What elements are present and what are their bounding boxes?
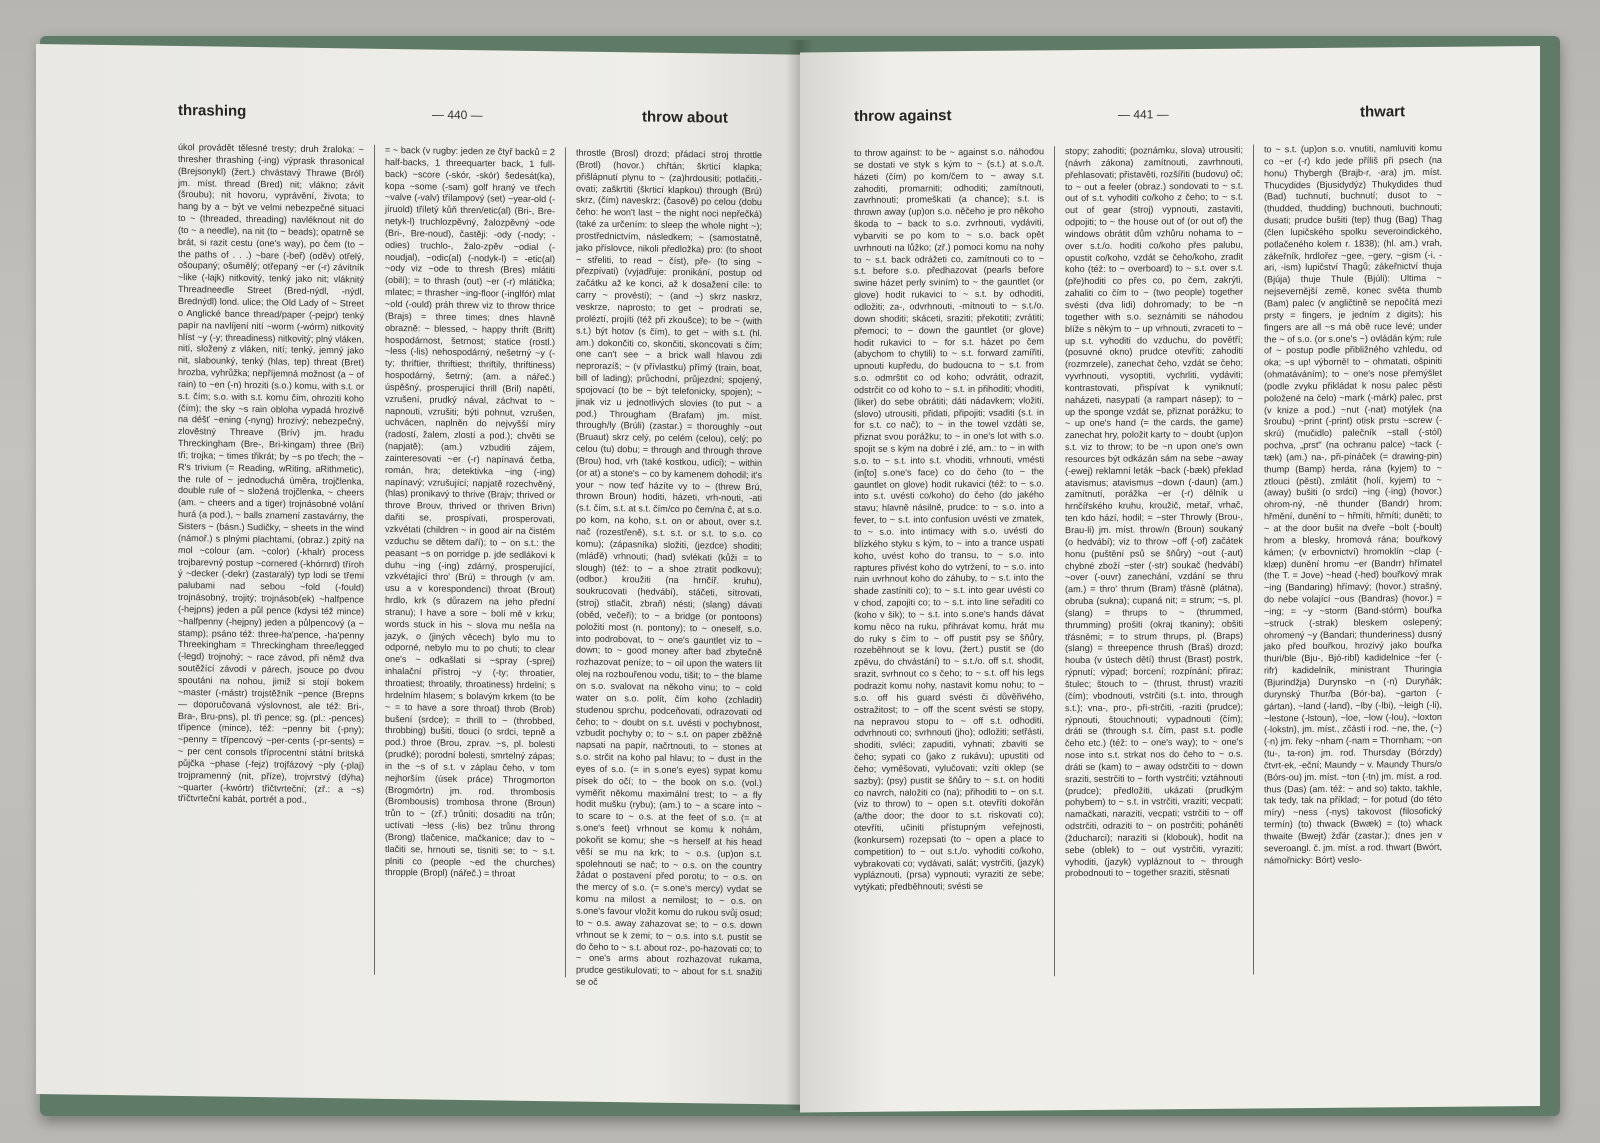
column-divider xyxy=(1054,146,1055,976)
right-headword-right: thwart xyxy=(1360,103,1405,121)
left-column-1 xyxy=(178,142,364,975)
right-columns xyxy=(854,143,1442,978)
right-column-1 xyxy=(854,146,1044,978)
column-divider xyxy=(374,145,375,975)
column-text: throstle (Brosl) drozd; přádací stroj throttle (Brotl) (hovor.) chřtán; škrticí klapka; přišlápnutí plynu to ~ (za)hrdousiti; potlačiti,-ovati; zaškrtiti (škrticí klapkou) through (Brú) skrz, (čím) naveskrz; (časově) po celou (dobu čeho: he won't last ~ the night noci nepřečká) (také za určením: to sleep the whole night ~); prostřednictvím, následkem; ~ (samostatně, jako příslovce, nikoli předložka) pro: (to shoot ~ střeliti, to read ~ číst), pře- (to sing ~ přezpívati) (vyjadřuje: pronikání, postup od začátku až ke konci, až k dosažení cíle: to carry ~ provésti); ~ (and ~) skrz naskrz, veskrze, naprosto; to get ~ prodrati se, proléztí, projíti (též při zkoušce); to be ~ (with s.t.) být hotov (s čím), to get ~ with s.t. (hl. am.) dokončiti co, skončiti, skoncovati s čím; one can't see ~ a brick wall hlavou zdi neprorazíš; ~ (v přívlastku) přímý (train, boat, bill of lading); průchodní, průjezdní; spojený, spojovací (to be ~ být telefonicky, spojen); ~ jinak viz u jednotlivých slovies (to put ~ a pod.) Througham (Brafam) jm. míst. through/ly (Brúli) (zastar.) = thoroughly ~out (Bruaut) skrz celý, po celém (celou), celý; po celou (tu) dobu; = through and through throve (Brou) hod, vrh (také kostkou, udici); ~ within (or at) a stone's ~ co by kamenem dohodil; it's your ~ now teď házíte vy to ~ (threw Brú, thrown Broun) hoditi, házeti, vrh-nouti, -ati (s.t. čím, s.t. at s.t. čím/co po čem/na č, at s.o. po kom, na koho, s.t. on or about, over s.t. nač (rozestřeně), s.t. s.t. or s.t. to s.o. co komu); (zápasníka) složiti, (jezdce) shoditi; (mláďě) vrhnouti; (had) svlékati (kůži = to slough) (též: to ~ a shoe ztratit podkovu); (odbor.) kroužiti (na hrnčíř. kruhu), soukrucovati (hedvábí), stáčeti, sítrovati, (stroj) stlačit, zbraň) nésti; (slang) dávati (oběd, večeři); to ~ a bridge (or pontoons) položiti most (n. pontony); to ~ oneself, s.o. into podrobovat, to ~ one's gauntlet viz to ~ down; to ~ good money after bad zbytečně rozhazovat peníze; to ~ oil upon the waters lít olej na rozbouřenou vodu, tišit; to ~ the blame on s.o. svalovat na někoho vinu; to ~ cold water on s.o. polít, čím koho (zchladit) studenou sprchu, podceňovati, odrazovati od čeho; to ~ doubt on s.t. uvésti v pochybnost, vzbudit pochyby o; to ~ s.t. on paper zběžně napsati na papír, načrtnouti, to ~ stones at s.o. strčit na koho pal hlavu; to ~ dust in the eyes of s.o. (= in s.one's eyes) sypat komu písek do očí; to ~ the book on s.o. (vol.) vyměřit někomu maximální trest; to ~ a fly hodit mušku (rybu); (am.) to ~ a scare into ~ to scare to ~ o.s. at the feet of s.o. (= at s.one's feet) vrhnout se komu k nohám, pokořit se komu; she ~s herself at his head věší se mu na krk; to ~ o.s. (up)on s.t. spolehnouti se nač; to ~ o.s. on the country žádat o postavení před porotu; to ~ o.s. on the mercy of s.o. (= s.one's mercy) vydat se komu na milost a nemilost; to ~ o.s. on s.one's favour vložit komu do rukou svůj osud; to ~ o.s. away zahazovat se; to ~ o.s. down vrhnout se k zemi; to ~ o.s. into s.t. pustit se do čeho to ~ s.t. about roz-, po-hazovati co; to ~ one's arms about rozhazovat rukama, prudce gestikulovati; to ~ about for s.t. snažiti se oč xyxy=(576,147,762,987)
column-text: = ~ back (v rugby: jeden ze čtyř backů = 2 half-backs, 1 threequarter back, 1 full-back) ~score (-skór, -skór) šedesát(ka), kopa ~some (-sam) golf hraný ve třech ~valve (-valv) třílampový (set) ~year-old (-jíruold) tříletý kůň thren/etic(al) (Bri-, Bre-netyk-l) truchlozpěvný, žalozpěvný ~ode (Bri-, Bre-noud), častěji: -ody (-nody; -odies) truchlo-, žalo-zpěv ~odial (-noudjal), ~odic(al) (-nodyk-l) = -etic(al) ~ody viz ~ode to thresh (Bres) mlátiti (obilí); = to thrash (out) ~er (-r) mlátička; mlatec; = thrasher ~ing-floor (-inglfór) mlat ~old (-ould) práh threw viz to throw thrice (Brajs) = three times; dnes hlavně obrazně: ~ blessed, ~ happy thrift (Brift) hospodárnost, šetrnost; statice (rostl.) ~less (-lis) nehospodárný, nešetrný ~y (-ty; thriftier, thriftiest; thriftily, thriftiness) hospodárný, šetrný; (am. a nářeč.) úspěšný, prosperující thrill (Bril) napětí, vzrušení, prudký nával, záchvat to ~ napnouti, vzrušiti; býti pohnut, vzrušen, uchvácen, naplněn do nejvyšší míry (radostí, žalem, zlostí a pod.); chvěti se (napjatě); (am.) vzbuditi zájem, zainteresovati ~er (-r) napínavá četba, román, hra; detektivka ~ing (-ing) napínavý; vzrušující; napjatě rozechvěný, (hlas) pronikavý to thrive (Brajv; thrived or throve Brouv, thrived or thriven Brivn) dařiti se, prospívati, prosperovati, vzkvétati (children ~ in good air na čistém vzduchu se dětem daří); to ~ on s.t.: the peasant ~s on porridge p. jde sedlákovi k duhu ~ing (-ing) zdárný, prosperující, vzkvétající thro' (Brú) = through (v am. usu a v korespondenci) throat (Brout) hrdlo, krk (s důrazem na jeho přední stranu); I have a sore ~ bolí mě v krku; words stuck in his ~ slova mu nešla na jazyk, o (jiných věcech) bylo mu to odporné, nebylo mu to po chuti; to clear one's ~ odkašlati si ~spray (-sprej) inhalační přístroj ~y (-ty; throatier, throatiest; throatily, throatiness) hrdelní; s hrdelním hlasem; s bolavým krkem (to be ~ = to have a sore throat) throb (Brob) bušení (srdce); = thrill to ~ (throbbed, throbbing) bušiti, tlouci (o srdci, tepně a pod.) throe (Brou, zprav. ~s, pl. bolesti (prudké); porodní bolesti, smrtelný zápas; in the ~s of s.t. v záplau čeho, v tom nejhorším (úsek práce) Throgmorton (Brogmórtn) jm. rod. thrombosis (Brombousis) trombosa throne (Broun) trůn to ~ (zř.) trůniti; dosaditi na trůn; uctívati ~less (-lis) bez trůnu throng (Brong) tlačenice, mačkanice; dav to ~ tlačiti se, hrnouti se, tisniti se; to ~ s.t. plniti co (people ~ed the churches) thropple (Bropl) (nářeč.) = throat xyxy=(385,144,555,880)
right-page-number: — 441 — xyxy=(1118,107,1169,122)
column-text: úkol provádět tělesné tresty; druh žraloka: ~ thresher thrashing (-ing) výprask thrasonical (Brejsonykl) (žert.) chvástavý Thrawe (Bról) jm. míst. thread (Bred) nit; vlákno; závit (šroubu); nit hovoru, vyprávění, života; to hang by a ~ být ve velmi nebezpečné situaci to ~ (threaded, threading) navléknout nit do (to ~ a needle), na nit (to ~ beads); opatrně se brát, si razit cestu (one's way), po čem (to ~ the paths of . . .) ~bare (-beř) (oděv) otřelý, ošoupaný; ošumělý; otřepaný ~er (-r) závitník ~like (-lajk) nitkovitý, tenký jako nit; vláknitý Threadneedle Street (Bred-nýdl, -nýdl, Brednýdl) lond. ulice; the Old Lady of ~ Street o Anglické bance thread/paper (-pejpr) tenký papír na navlíjení nití ~worm (-wórm) nitkovitý hlíst ~y (-y; threadiness) nitkovitý; plný vláken, nití, složený z vláken, nití; tenký, jemný jako nit, slabounký, tenký (hlas, tep) threat (Bret) hrozba, vyhrůžka; nepříjemná možnost (a ~ of rain) to ~en (-n) hroziti (s.o.) komu, with s.t. or s.t. čím; s.o. with s.t. komu čím, ohroziti koho (čím); the sky ~s rain obloha vypadá hrozivě na déšť ~ening (-nyng) hrozivý; nebezpečný, zlověstný Threave (Brív) jm. hradu Threckingham (Bre-, Bri-kingam) three (Bri) tři; trojka; ~ times třikrát; by ~s po třech; the ~ R's trivium (= Reading, wRiting, aRithmetic), the rule of ~ jednoduchá úměra, trojčlenka, double rule of ~ složená trojčlenka, ~ cheers (am. ~ cheers and a tiger) trojnásobné volání hurá (a pod.), ~ balls znamení zastavárny, the Sisters ~ (básn.) Sudičky, ~ sheets in the wind (námoř.) s plnými plachtami, (obraz.) zpitý na mol ~colour (am. ~color) (-khalr) process trojbarevný postup ~cornered (-khórnrd) tříroh ý ~decker (-dekr) (zastaralý) typ lodi se třemi palubami nad sebou ~fold (-fould) trojnásobný, trojitý; trojnásob(ek) ~halfpence (-hejpns) jeden a půl pence (kdysi též mince) ~halfpenny (-hejpny) jeden a půlpencový (a ~ stamp); psáno též: three-ha'pence, -ha'penny Threekingham = Threckingham three/legged (-legd) trojnohý; ~ race závod, při němž dva soutěžící závodí v párech, jsouce po dvou spoutáni na nohou, jimiž si stojí bokem ~master (-mástr) trojstěžník ~pence (Brepns — doporučovaná výslovnost, ale též: Bri-, Bra-, Bru-pns), pl. tři pence; sg. (pl.: -pences) třípence (mince), též: ~penny bit (-pny); ~penny = třípencový ~per-cents (-pr-sents) = ~ per cent consols tříprocentní státní britská půjčka ~phase (-fejz) trojfázový ~ply (-plaj) trojpramenný (nit, příze), trojvrstvý (dýha) ~quarter (-kwórtr) třičtvrteční; (zř.: a ~s) tříčtvrteční kabát, portrét a pod., xyxy=(178,141,364,806)
left-column-2 xyxy=(385,145,555,977)
right-column-2 xyxy=(1065,145,1243,977)
column-divider xyxy=(1253,144,1254,974)
right-headword-left: throw against xyxy=(854,107,952,125)
left-column-3 xyxy=(576,147,762,987)
left-page xyxy=(36,44,800,1105)
right-column-3 xyxy=(1264,143,1442,975)
right-page xyxy=(800,46,1540,1112)
column-text: to throw against: to be ~ against s.o. náhodou se dostati ve styk s kým to ~ (s.t.) at s.o./t. házeti (čím) po kom/čem to ~ away s.t. zahoditi, promarniti; odhoditi; zamítnouti, zavrhnouti; promeškati (a chance); s.t. is thrown away (up)on s.o. něčeho je pro někoho škoda to ~ back to s.o. zvrhnouti, vydáviti, vybarviti se po kom to ~ s.o. back opět uvrhnouti na lůžko; (zř.) pomoci komu na nohy to ~ s.t. back odrážeti co, zamítnouti co to ~ s.t. before s.o. předhazovat (pearls before swine házet perly sviním) to ~ the gauntlet (or glove) hodit rukavici to ~ s.t. by odhoditi, odložiti; za-, odvrhnouti, -mítnouti to ~ s.t./o. down shoditi; skáceti, sraziti; překotiti; zvrátiti; přemoci; to ~ down the gauntlet (or glove) hodit rukavici to ~ for s.t. házet po čem (abychom to chytili) to ~ s.t. forward zamířiti, upnouti kupředu, do budoucna to ~ s.t. from s.o. odmrštit co od koho; odvrátit, odrazit, odstrčit co od koho to ~ s.t. in přihoditi; vhoditi, (liker) do sebe obrátiti; dáti nádavkem; vložiti, (slovo) utrousiti, přidati, připojiti; vsaditi (s.t. in for s.t. co nač); to ~ in the towel vzdáti se, přiznat svou porážku; to ~ in one's lot with s.o. spojit se s kým na dobré i zlé, am.: to ~ in with s.o. to ~ s.t. into s.t. vhoditi, vrhnouti, vmésti (in[to] s.one's face) co do čeho (to ~ the gauntlet on glove) hodit rukavici (též: to ~ s.o. into s.t. uvésti co/koho) do čeho (do jakého stavu; hlavně násilně, prudce: to ~ s.o. into a fever, to ~ s.t. into confusion uvésti ve zmatek, to ~ s.o. into intimacy with s.o. uvésti do blízkého styku s kým, to ~ into a trance uspati koho, uvést koho do transu, to ~ s.o. into raptures přivést koho do vytržení, to ~ s.o. into ruin uvrhnout koho do záhuby, to ~ s.t. into the shade zastíniti co); to ~ s.t. into gear uvésti co v chod, zapojiti co; to ~ s.t. into line seřaditi co (koho v šik); to ~ s.t. into s.one's hands dávat komu něco na ruku, přihrávat komu, hrát mu do ruky s čím to ~ off pustit psy se šňůry, rozeběhnout se k lovu, (žert.) pustit se (do zpěvu, do chvástání) to ~ s.t./o. off s.t. shodit, srazit, svrhnout co s čeho; to ~ s.t. off his legs podrazit komu nohy, nastavit komu nohu; to ~ s.o. off his guard svésti či důvěřivého, ostražitost; to ~ off the scent svésti se stopy, na nepravou stopu to ~ off s.t. odhoditi, odvrhnouti co; svrhnouti (jho); odložiti; setřásti, shoditi, svléci; zapuditi, vyhnati; zbaviti se čeho; sypati co (jako z rukávu); upustiti od čeho; vyměšovati, vylučovati; vzíti oklep (se sazby); (psy) pustit se šňůry to ~ s.t. on hoditi co navrch, naložiti co (na); přihoditi to ~ on s.t. (viz to throw) to ~ open s.t. otevříti dokořán (a/the door; the door to s.t. riskovati co); otevříti, učiniti přístupným veřejnosti, (konkursem) rozepsati (to ~ open a place to competition) to ~ out s.t./o. vyhoditi co/koho, vybrakovati co; vydávati, salát; vystrčiti, (jazyk) vypláznouti, (prsa) vypnouti; vyraziti ze sebe; vytýkati; předběhnouti; svésti se xyxy=(854,146,1044,893)
left-headword-right: throw about xyxy=(642,108,728,127)
left-page-number: — 440 — xyxy=(432,107,483,123)
column-text: to ~ s.t. (up)on s.o. vnutiti, namluviti komu co ~er (-r) kdo jede příliš při psech (na honu) Thybergh (Brajb-r, -ara) jm. míst. Thucydides (Bjusidydýz) Thukydides thud (Bad) tuchnutí, buchnutí; dusot to ~ (thudded, thudding) buchnouti, buchnouti; dusati; prudce bušiti (tep) thug (Bag) Thag (člen lupičského spolku severoindického, potlačeného kolem r. 1838); (hl. am.) vrah, zákeřník, hrdlořez ~gee, ~gery, ~gism (-i, -ari, -ism) lupičství Thagů; zákeřnictví thuja (Bjúja) thuje Thule (Bjúli): Ultima ~ nejsevernější země, konec světa thumb (Bam) palec (v angličtině se nepočítá mezi prsty = fingers, je jedním z digits); his fingers are all ~s má obě ruce levé; under the ~ of s.o. (or s.one's ~) ovládán kým; rule of ~ postup podle přibližného vzhledu, od oka; ~s up! výborně! to ~ ohmatati, ošpiniti (ohmatáváním); to ~ one's nose přemýšlet (podle zvyku přikládat k nosu palec pěsti položené na čelo) ~mark (-márk) palec, prst (v knize a pod.) ~nut (-nat) motýlek (na šroubu) ~print (-print) otisk prstu ~screw (-skrú) (mučidlo) palečník ~stall (-stól) pochva, „prst" (na ochranu palce) ~tack (-tæk) (am.) na-, při-pínáček (= drawing-pin) thump (Bamp) herda, rána (kyjem) to ~ ztlouci (pěstí), zmlátit (holí, kyjem) to ~ (away) bušiti (o srdci) ~ing (-ing) (hovor.) ohrom-ný, -ně thunder (Bandr) hrom; hřmění, dunění to ~ hřmíti, hřmíti; duněti; to ~ at the door bušit na dveře ~bolt (-boult) hrom a blesky, hromová rána; bouřkový kámen; (v erbovnictví) hromoklín ~clap (-klæp) dunění hromu ~er (Bandrr) hřímatel (the T. = Jove) ~head (-hed) bouřkový mrak ~ing (Bandaring) hřímavý; (hovor.) strašný, do nebe volající ~ous (Bandras) (hovor.) = ~ing; = ~y ~storm (Band-stórm) bouřka ~struck (-strak) bleskem oslepený; ohromený ~y (Bandari; thunderiness) dusný jako před bouřkou, hrozivý jako bouřka thuri/ble (Bju-, Bjó-ribl) kadidelnice ~fer (-rifr) kadidelník, ministrant Thuringia (Bjurindžja) Durynsko ~n (-n) Duryňák; durynský Thur/ba (Bór-ba), ~garton (-gártan), ~land (-land), ~lby (-lbi), ~leigh (-li), ~lestone (-lstoun), ~loe, ~low (-lou), ~loxton (-lokstn), jm. míst., zčásti i rod. ~ne, the, (~) (-n) jm. řeky ~nham (-nam = Thornham; ~on (tu-, ta-ron) jm. rod. Thursday (Bórzdy) čtvrt-ek, -eční; Maundy ~ v. Maundy Thurs/o (Bórs-ou) jm. míst. ~ton (-tn) jm. míst. a rod. thus (Das) (am. též: ~ and so) takto, takhle, tak tedy, tak na příklad; ~ for potud (do této míry) ~ness (-nys) takovost (filosofický termín) (to) thwack (Bwæk) = (to) whack thwaite (Bwejt) žďár (zastar.); dnes jen v severoangl. č. jm. míst. a rod. thwart (Bwórt, námořnicky: Bórt) veslo- xyxy=(1264,142,1442,866)
left-headword-left: thrashing xyxy=(178,101,247,120)
column-text: stopy; zahoditi; (poznámku, slova) utrousiti; (návrh zákona) zamítnouti, zavrhnouti, přehlasovati; přistavěti, rozšířiti (budovu) oč; to ~ out a feeler (obraz.) sondovati to ~ s.t. out of s.t. vyhoditi co/koho z čeho; to ~ s.t. out of gear (stroj) vypnouti, zastaviti, odpojiti; to ~ the house out of (or out of) the windows obrátit dům vzhůru nohama to ~ over s.t./o. hoditi co/koho přes palubu, opustit co/koho, vzdát se čeho/koho, zradit koho (též: to ~ overboard) to ~ s.t. over s.t. (pře)hoditi co přes co, po čem, zakrýti, zahaliti co čím to ~ (two people) together svésti (dva lidi) dohromady; to be ~n together with s.o. seznámiti se náhodou blíže s někým to ~ up vrhnouti, zvraceti to ~ up s.t. vyhoditi do vzduchu, do povětří; (posuvné okno) prudce otevříti; zahoditi (rozmrzele), zanechat čeho, vzdát se čeho; vyvrhnouti, vysoptiti, vychrliti, vydáviti; kontrastovati, přispívat k vyniknutí; naházeti, nasypati (a rampart násep); to ~ up the sponge vzdát se, přiznat porážku; to ~ up one's hand (= the cards, the game) zanechat hry, položit karty to ~ doubt (up)on s.t. viz to throw; to be ~n upon one's own resources být odkázán sám na sebe ~away (-ewej) reklamní leták ~back (-bæk) překlad atavismus; atavismus ~down (-daun) (am.) zamítnutí, porážka ~er (-r) dělník u hrnčířského kruhu, kroužič, metař, vrhač, ten kdo hází, hodil; = ~ster Throwly (Brou-, Brau-li) jm. míst. throw/n (Broun) soukaný (o hedvábí); viz to throw ~off (-of) začátek honu (puštění psů se šňůry) ~out (-aut) chybné zboží ~ster (-str) soukač (hedvábí) ~over (-ouvr) zanechání, vzdání se thru (am.) = thro' thrum (Bram) třásně (plátna), obruba (sukna); cupaná nit; = strum; ~s, pl. (slang) = thrups to ~ (thrummed, thrumming) prošiti (okraj tkaniny); obšiti třásněmi; = to strum thrups, pl. (Braps) (slang) = threepence thrush (Braš) drozd; houba (v ústech dětí) thrust (Brast) postrk, rýpnutí; výpad; borcení; rozpínání; přiraz; štulec; štouch to ~ (thrust, thrust) vraziti (čím); vbodnouti, vstrčiti (s.t. into, through s.t.); vna-, pro-, při-strčiti, -raziti (prudce); rýpnouti, štouchnouti; vypadnouti (čím); dráti se (through s.t. čím, past s.t. podle čeho etc.) (též: to ~ one's way); to ~ one's nose into s.t. strkat nos do čeho to ~ o.s. dráti se (kam) to ~ away odstrčiti to ~ down sraziti, sestrčiti to ~ forth vystrčiti; vztáhnouti (prudce); předložiti, ukázati (prudkým pohybem) to ~ s.t. in vstrčiti, vraziti; vecpati; namačkati, naraziti, vecpati; vstrčiti to ~ off odstrčiti, odraziti to ~ on postrčiti; poháněti (žducharci); naraziti si (klobouk), hodit na sebe (oblek) to ~ out vystrčiti, vyraziti; vyhoditi, (jazyk) vypláznout to ~ through probodnouti to ~ together sraziti, stěsnati xyxy=(1065,144,1243,879)
left-columns xyxy=(178,141,762,987)
column-divider xyxy=(565,147,566,977)
